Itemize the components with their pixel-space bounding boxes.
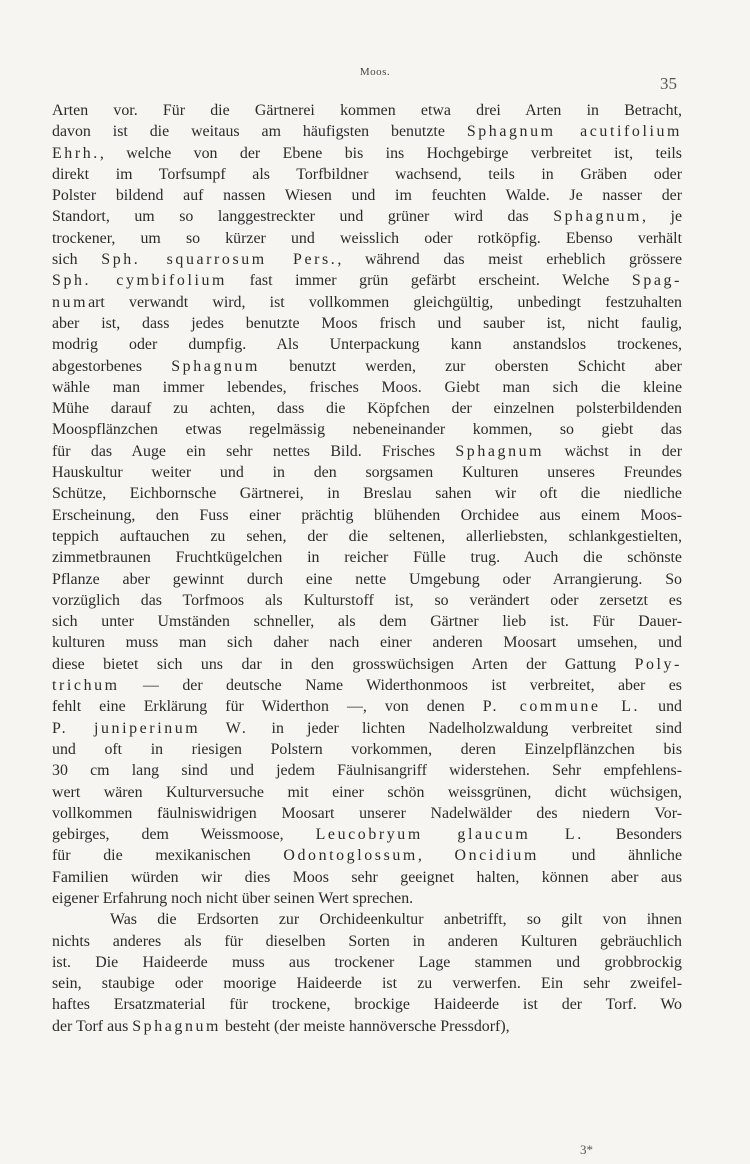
text-line (52, 121, 682, 142)
text-run: direkt im Torfsumpf als Torfbildner wachsend, teils in Gräben oder (52, 165, 682, 183)
spaced-term: num (52, 293, 89, 311)
text-line (52, 228, 682, 249)
text-run: — der deutsche Name Widerthonmoos ist verbreitet, aber es (119, 677, 682, 695)
text-run: vollkommen fäulniswidrigen Moosart unserer Nadelwälder des niedern Vor- (52, 804, 682, 822)
text-line (52, 994, 682, 1015)
text-line (52, 632, 682, 653)
text-run: nichts anderes als für dieselben Sorten in anderen Kulturen gebräuchlich (52, 932, 682, 950)
text-line (52, 270, 682, 291)
text-line (52, 483, 682, 504)
spaced-term: Sph. squarrosum Pers. (101, 251, 338, 269)
text-run: Hauskultur weiter und in den sorgsamen Kulturen unseres Freundes (52, 464, 682, 482)
text-line (52, 249, 682, 270)
text-line (52, 675, 682, 696)
spaced-term: Spag- (631, 272, 682, 290)
text-run: sich (52, 251, 102, 269)
spaced-term: Odontoglossum (283, 847, 418, 865)
text-line (52, 356, 682, 377)
text-run: Mühe darauf zu achten, dass die Köpfchen der einzelnen polsterbildenden (52, 400, 682, 418)
text-run: und ähnliche (538, 847, 682, 865)
running-head: Moos. (359, 66, 391, 78)
spaced-term: Sphagnum (455, 442, 545, 460)
spaced-term: Sph. cymbifolium (52, 272, 227, 290)
text-line (52, 377, 682, 398)
text-run: sein, staubige oder moorige Haideerde ist zu verwerfen. Ein sehr zweifel- (52, 975, 682, 993)
text-run: wähle man immer lebendes, frisches Moos. Giebt man sich die kleine (52, 378, 682, 396)
spaced-term: P. commune L. (482, 698, 641, 716)
text-line (52, 973, 682, 994)
text-run: in jeder lichten Nadelholzwaldung verbreitet sind (248, 719, 682, 737)
text-line (52, 334, 682, 355)
text-line (52, 782, 682, 803)
text-run: , während das meist erheblich grössere (337, 251, 683, 269)
text-run: , welche von der Ebene bis ins Hochgebirge verbreitet ist, teils (99, 144, 682, 162)
text-line (52, 441, 682, 462)
text-run: vorzüglich das Torfmoos als Kulturstoff ist, so verändert oder zersetzt es (52, 591, 682, 609)
body-text (52, 100, 682, 1037)
text-line (52, 718, 682, 739)
spaced-term: P. juniperinum W. (52, 719, 249, 737)
text-line (52, 909, 682, 930)
text-run: fast immer grün gefärbt erscheint. Welche (226, 272, 632, 290)
text-run: besteht (der meiste hannöversche Pressdorf), (221, 1017, 510, 1035)
text-run: Moospflänzchen etwas regelmässig nebeneinander kommen, so giebt das (52, 421, 682, 439)
text-run: benutzt werden, zur obersten Schicht aber (260, 357, 682, 375)
text-run: fehlt eine Erklärung für Widerthon —, von denen (52, 698, 483, 716)
text-run: Besonders (583, 826, 682, 844)
text-line (52, 100, 682, 121)
text-run: für die mexikanischen (52, 847, 284, 865)
text-run: diese bietet sich uns dar in den grosswüchsigen Arten der Gattung (52, 655, 635, 673)
text-run: Standort, um so langgestreckter und grüner wird das (52, 208, 554, 226)
text-line (52, 206, 682, 227)
page-number: 35 (660, 74, 677, 93)
text-line (52, 1016, 682, 1037)
text-run: ist. Die Haideerde muss aus trockener Lage stammen und grobbrockig (52, 953, 682, 971)
text-line (52, 143, 682, 164)
text-line (52, 760, 682, 781)
spaced-term: Poly- (634, 655, 682, 673)
text-run: sich unter Umständen schneller, als dem Gärtner lieb ist. Für Dauer- (52, 613, 682, 631)
spaced-term: trichum (52, 677, 120, 695)
text-line (52, 398, 682, 419)
text-run: trockener, um so kürzer und weisslich oder rotköpfig. Ebenso verhält (52, 229, 682, 247)
text-line (52, 185, 682, 206)
text-line (52, 611, 682, 632)
text-run: davon ist die weitaus am häufigsten benutzte (52, 123, 467, 141)
signature-mark: 3* (580, 1142, 593, 1157)
text-run: eigener Erfahrung noch nicht über seinen Wert sprechen. (52, 889, 414, 907)
spaced-term: Sphagnum (171, 357, 261, 375)
spaced-term: Sphagnum (553, 208, 643, 226)
text-line (52, 164, 682, 185)
text-line (52, 952, 682, 973)
text-line (52, 696, 682, 717)
spaced-term: Sphagnum (132, 1017, 222, 1035)
text-line (52, 505, 682, 526)
text-run: aber ist, dass jedes benutzte Moos frisch und sauber ist, nicht faulig, (52, 314, 682, 332)
text-run: kulturen muss man sich daher nach einer anderen Moosart umsehen, und (52, 634, 682, 652)
text-run: gebirges, dem Weissmoose, (52, 826, 316, 844)
spaced-term: Sphagnum acutifolium (466, 123, 682, 141)
text-line (52, 931, 682, 952)
text-line (52, 888, 682, 909)
text-line (52, 590, 682, 611)
text-line (52, 313, 682, 334)
text-run: , je (642, 208, 682, 226)
text-line (52, 654, 682, 675)
text-run: für das Auge ein sehr nettes Bild. Frisches (52, 442, 456, 460)
text-run: abgestorbenes (52, 357, 172, 375)
text-run: Schütze, Eichbornsche Gärtnerei, in Breslau sahen wir oft die niedliche (52, 485, 682, 503)
text-run: wert wären Kulturversuche mit einer schön weissgrünen, dicht wüchsigen, (52, 783, 682, 801)
text-run: Was die Erdsorten zur Orchideenkultur anbetrifft, so gilt von ihnen (110, 911, 682, 929)
text-run: zimmetbraunen Fruchtkügelchen in reicher Fülle trug. Auch die schönste (52, 549, 682, 567)
spaced-term: Oncidium (454, 847, 539, 865)
text-line (52, 845, 682, 866)
text-line (52, 803, 682, 824)
text-run: Polster bildend auf nassen Wiesen und im feuchten Walde. Je nasser der (52, 187, 682, 205)
text-line (52, 739, 682, 760)
text-run: wächst in der (544, 442, 682, 460)
text-run: der Torf aus (52, 1017, 133, 1035)
text-run: , (417, 847, 455, 865)
text-line (52, 526, 682, 547)
text-run: Erscheinung, den Fuss einer prächtig blühenden Orchidee aus einem Moos- (52, 506, 682, 524)
text-run: Arten vor. Für die Gärtnerei kommen etwa drei Arten in Betracht, (52, 102, 682, 119)
text-line (52, 867, 682, 888)
text-run: und oft in riesigen Polstern vorkommen, deren Einzelpflänzchen bis (52, 740, 682, 758)
spaced-term: Leucobryum glaucum L. (315, 826, 584, 844)
text-line (52, 292, 682, 313)
text-line (52, 419, 682, 440)
text-run: art verwandt wird, ist vollkommen gleichgültig, unbedingt festzuhalten (88, 293, 682, 311)
text-run: teppich auftauchen zu sehen, der die seltenen, allerliebsten, schlankgestielten, (52, 527, 682, 545)
text-run: haftes Ersatzmaterial für trockene, brockige Haideerde ist der Torf. Wo (52, 996, 682, 1014)
text-run: und (640, 698, 683, 716)
text-run: modrig oder dumpfig. Als Unterpackung kann anstandslos trockenes, (52, 336, 682, 354)
text-line (52, 824, 682, 845)
text-run: 30 cm lang sind und jedem Fäulnisangriff widerstehen. Sehr empfehlens- (52, 762, 682, 780)
spaced-term: Ehrh. (52, 144, 100, 162)
text-run: Pflanze aber gewinnt durch eine nette Umgebung oder Arrangierung. So (52, 570, 682, 588)
text-line (52, 462, 682, 483)
text-line (52, 569, 682, 590)
text-line (52, 547, 682, 568)
text-run: Familien würden wir dies Moos sehr geeignet halten, können aber aus (52, 868, 682, 886)
